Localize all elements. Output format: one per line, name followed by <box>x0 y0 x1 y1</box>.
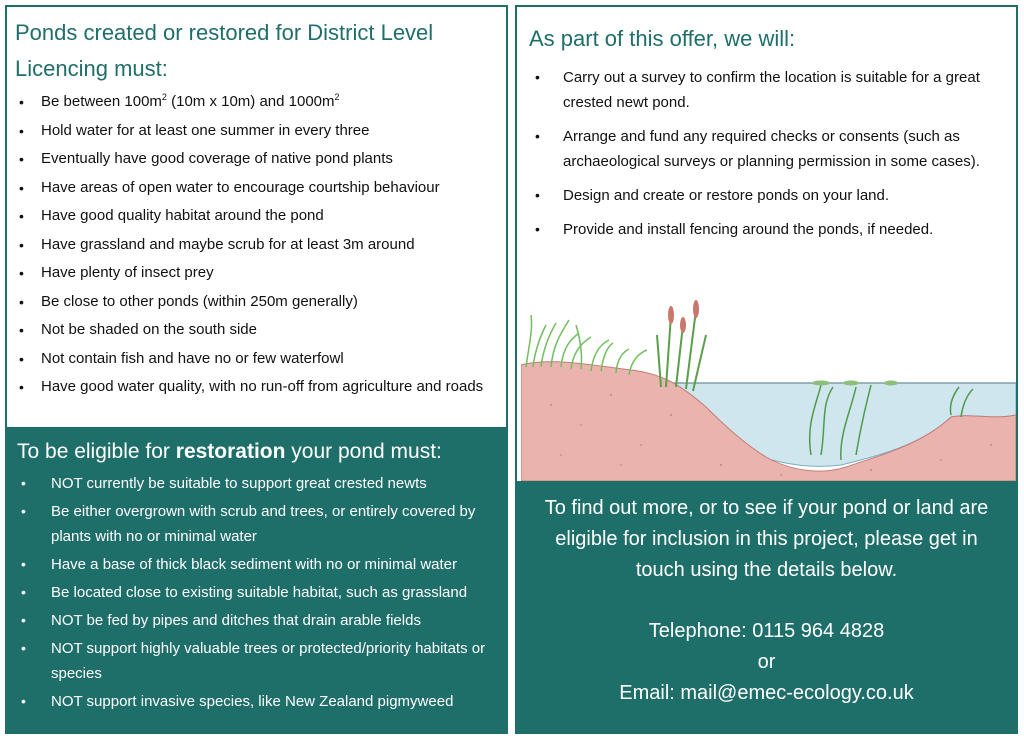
licence-item-text: Have grassland and maybe scrub for at least 3m around <box>41 235 415 253</box>
licence-item-text: Be close to other ponds (within 250m generally) <box>41 292 358 310</box>
bullet-icon: • <box>19 208 24 224</box>
bullet-icon: • <box>535 128 540 144</box>
restoration-title-bold: restoration <box>175 440 286 463</box>
licence-item <box>19 376 496 398</box>
pond-illustration <box>521 295 1016 481</box>
superscript: 2 <box>161 92 167 102</box>
restoration-item <box>19 689 496 714</box>
restoration-item <box>19 608 496 633</box>
contact-intro: To find out more, or to see if your pond or land are eligible for inclusion in this project, please get in touch using the details below. <box>544 497 989 581</box>
email-text: Email: mail@emec-ecology.co.uk <box>619 682 914 704</box>
licence-item <box>19 205 496 227</box>
licence-requirements-panel <box>5 5 508 429</box>
restoration-item <box>19 471 496 496</box>
bullet-icon: • <box>535 69 540 85</box>
bullet-icon: • <box>19 236 24 253</box>
licence-item-text: Hold water for at least one summer in every three <box>41 121 370 139</box>
licence-item-text: Not contain fish and have no or few waterfowl <box>41 349 344 367</box>
licence-item-text: Not be shaded on the south side <box>41 321 257 338</box>
offer-item-text: Carry out a survey to confirm the location is suitable for a great crested newt pond. <box>563 69 980 111</box>
bullet-icon: • <box>535 187 540 203</box>
restoration-item-text: NOT support invasive species, like New Zealand pigmyweed <box>51 693 454 710</box>
offer-list <box>517 57 1016 242</box>
offer-item <box>529 183 1002 208</box>
licence-item-text: Have plenty of insect prey <box>41 264 214 281</box>
restoration-item <box>19 636 496 686</box>
offer-panel <box>515 5 1018 483</box>
licence-item-text: Eventually have good coverage of native pond plants <box>41 150 393 167</box>
restoration-item <box>19 499 496 549</box>
offer-item <box>529 65 1002 115</box>
bullet-icon: • <box>19 265 24 281</box>
or-text: or <box>757 651 776 673</box>
offer-item <box>529 217 1002 242</box>
licence-item0-middle: (10m x 10m) and 1000m <box>166 93 335 110</box>
licence-item <box>19 120 496 142</box>
restoration-item-text: Be located close to existing suitable habitat, such as grassland <box>51 584 468 601</box>
restoration-item-text: Be either overgrown with scrub and trees, or entirely covered by plants with no or minimal water <box>51 503 476 545</box>
licence-item-text: Have good quality habitat around the pond <box>41 207 324 224</box>
bullet-icon: • <box>21 612 26 628</box>
licence-item <box>19 234 496 256</box>
bullet-icon: • <box>19 322 24 338</box>
bullet-icon: • <box>19 350 24 367</box>
licence-item <box>19 91 496 113</box>
offer-item-text: Design and create or restore ponds on your land. <box>563 187 890 204</box>
licence-list <box>7 87 506 398</box>
restoration-title-after: your pond must: <box>285 440 442 463</box>
bullet-icon: • <box>19 293 24 310</box>
restoration-title-before: To be eligible for <box>17 440 176 463</box>
restoration-item-text: NOT be fed by pipes and ditches that drain arable fields <box>51 612 421 629</box>
offer-item-text: Arrange and fund any required checks or consents (such as archaeological surveys or planning permission in some cases). <box>563 128 980 170</box>
licence-title-line1: Ponds created or restored for District Level <box>15 20 434 45</box>
licence-item-text <box>41 93 340 110</box>
restoration-item <box>19 580 496 605</box>
bullet-icon: • <box>535 221 540 237</box>
bullet-icon: • <box>19 94 24 110</box>
licence-item-text: Have good water quality, with no run-off from agriculture and roads <box>41 378 484 395</box>
bullet-icon: • <box>19 379 24 395</box>
bullet-icon: • <box>21 584 26 600</box>
bullet-icon: • <box>19 122 24 139</box>
bullet-icon: • <box>21 693 26 709</box>
licence-item <box>19 319 496 341</box>
restoration-item <box>19 552 496 577</box>
bullet-icon: • <box>19 151 24 167</box>
restoration-title <box>7 431 506 467</box>
licence-item <box>19 262 496 284</box>
bullet-icon: • <box>21 556 26 572</box>
offer-item-text: Provide and install fencing around the ponds, if needed. <box>563 221 934 238</box>
licence-item-text: Have areas of open water to encourage courtship behaviour <box>41 178 440 196</box>
restoration-list <box>7 467 506 714</box>
contact-details <box>517 616 1016 709</box>
licence-item <box>19 291 496 313</box>
bullet-icon: • <box>21 640 26 656</box>
licence-title-line2: Licencing must: <box>15 56 168 81</box>
bullet-icon: • <box>19 179 24 196</box>
restoration-item-text: Have a base of thick black sediment with no or minimal water <box>51 556 458 573</box>
contact-panel <box>515 483 1018 734</box>
restoration-eligibility-panel <box>5 429 508 734</box>
bullet-icon: • <box>21 475 26 491</box>
offer-item <box>529 124 1002 174</box>
superscript: 2 <box>334 92 340 102</box>
licence-item <box>19 177 496 199</box>
restoration-item-text: NOT support highly valuable trees or protected/priority habitats or species <box>51 640 486 682</box>
bullet-icon: • <box>21 503 26 519</box>
licence-title <box>7 7 506 87</box>
offer-title: As part of this offer, we will: <box>529 26 796 51</box>
telephone-text: Telephone: 0115 964 4828 <box>648 620 885 642</box>
licence-item <box>19 348 496 370</box>
licence-item <box>19 148 496 170</box>
licence-item0-prefix: Be between 100m <box>41 93 162 110</box>
restoration-item-text: NOT currently be suitable to support great crested newts <box>51 475 427 492</box>
